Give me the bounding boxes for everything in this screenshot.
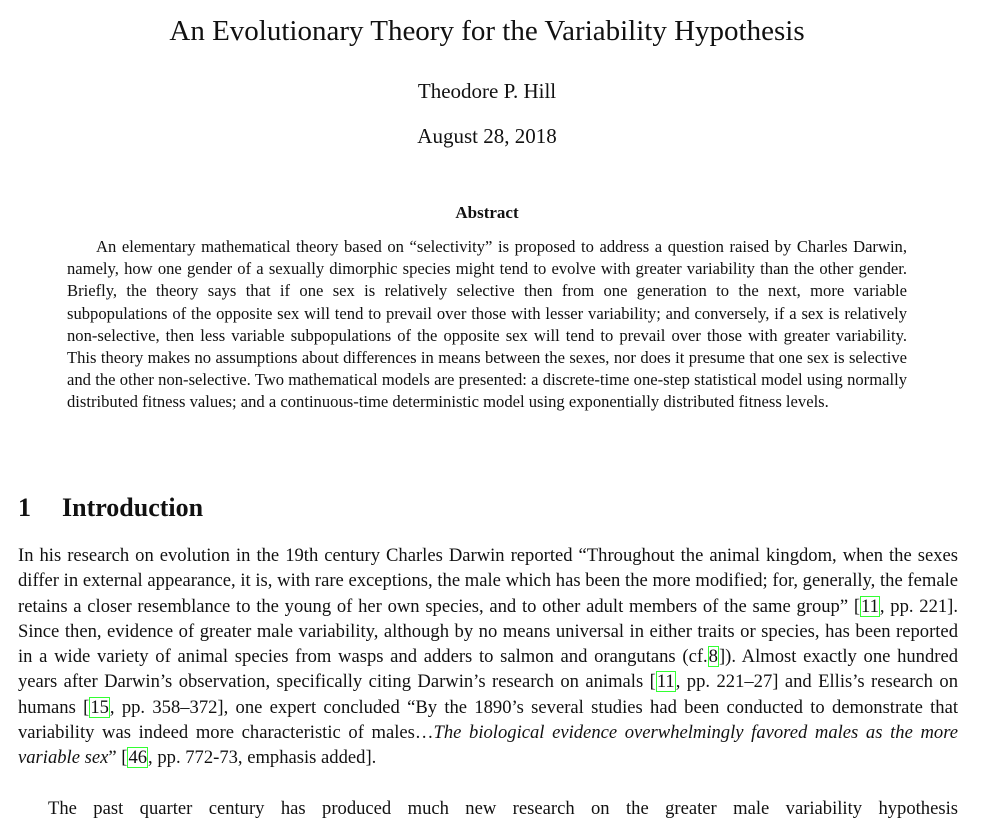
paper-author: Theodore P. Hill xyxy=(417,79,557,103)
citation-link[interactable]: 15 xyxy=(90,696,109,718)
introduction-paragraph xyxy=(18,543,958,771)
citation-link[interactable]: 8 xyxy=(708,646,718,668)
para-text-2: , pp. 221]. Since then, evidence of greater male variability, although by no means universal in either traits or species, has been reported in a wide variety of animal species from wasps and adders to salmon and orangutans (cf. xyxy=(18,595,958,668)
paper-date: August 28, 2018 xyxy=(417,124,557,148)
citation-link[interactable]: 11 xyxy=(861,595,879,617)
para-text-1: In his research on evolution in the 19th century Charles Darwin reported “Throughout the animal kingdom, when the sexes differ in external appearance, it is, with rare exceptions, the male which has been the more modified; for, generally, the female retains a closer resemblance to the young of her own species, and to other adult members of the same group” [ xyxy=(18,545,958,617)
para-text-7: , pp. 772-73, emphasis added]. xyxy=(148,747,377,769)
para-text-3: ]). Almost exactly one hundred years after Darwin’s observation, specifically citing Darwin’s research on animals [ xyxy=(18,646,959,693)
para-text-4: , pp. 221–27] and Ellis’s research on humans [ xyxy=(18,671,958,718)
introduction-paragraph-2: The past quarter century has produced much new research on the greater male variability hypothesis xyxy=(48,798,958,819)
section-number: 1 xyxy=(18,493,31,522)
para-text-5: , pp. 358–372], one expert concluded “By the 1890’s several studies had been conducted to demonstrate that variability was indeed more characteristic of males… xyxy=(18,696,958,744)
paper-title: An Evolutionary Theory for the Variability Hypothesis xyxy=(169,15,805,47)
citation-link[interactable]: 11 xyxy=(656,671,675,693)
section-title: Introduction xyxy=(62,493,204,522)
citation-link[interactable]: 46 xyxy=(128,747,148,769)
section-heading xyxy=(18,491,203,525)
para-italic-quote: The biological evidence overwhelmingly favored males as the more variable sex xyxy=(18,722,958,769)
para-text-6: ” [ xyxy=(108,747,128,769)
abstract-text: An elementary mathematical theory based on “selectivity” is proposed to address a question raised by Charles Darwin, namely, how one gender of a sexually dimorphic species might tend to evolve with greater variability than the other gender. Briefly, the theory says that if one sex is relatively selective then from one generation to the next, more variable subpopulations of the opposite sex will tend to prevail over those with lesser variability; and conversely, if a sex is relatively non-selective, then less variable subpopulations of the opposite sex will tend to prevail over those with greater variability. This theory makes no assumptions about differences in means between the sexes, nor does it presume that one sex is selective and the other non-selective. Two mathematical models are presented: a discrete-time one-step statistical model using normally distributed fitness values; and a continuous-time deterministic model using exponentially distributed fitness levels. xyxy=(67,237,907,412)
abstract-heading: Abstract xyxy=(455,203,519,222)
